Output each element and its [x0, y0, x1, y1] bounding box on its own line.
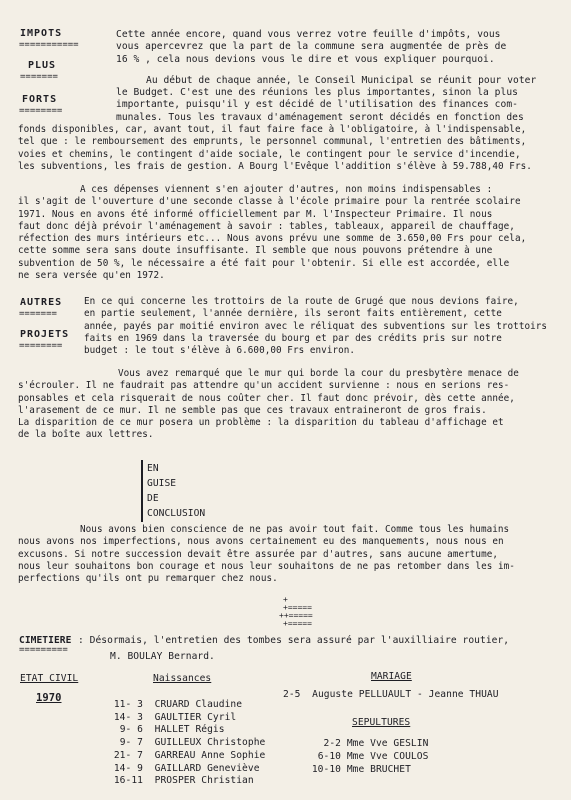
- heading-rule: =======: [20, 72, 58, 82]
- sepultures-title: SEPULTURES: [352, 717, 411, 728]
- entry-name: PROSPER Christian: [154, 775, 254, 787]
- entry-name: CRUARD Claudine: [154, 699, 243, 710]
- text-line: nous leur souhaitons bon courage et nous leur souhaitons de ne pas retomber dans les im-: [18, 560, 515, 572]
- entry-name: GARREAU Anne Sophie: [154, 749, 266, 761]
- text-line: s'écrouler. Il ne faudrait pas attendre qu'un accident survienne : nous en serions res-: [18, 380, 510, 392]
- text-line: Vous avez remarqué que le mur qui borde la cour du presbytère menace de: [118, 368, 519, 379]
- conclusion-heading: [147, 461, 205, 521]
- text-line: fonds disponibles, car, avant tout, il faut faire face à l'obligatoire, à l'indispensable,: [18, 124, 527, 135]
- text-line: En ce qui concerne les trottoirs de la route de Grugé que nous devions faire,: [84, 296, 519, 307]
- list-item: [103, 724, 265, 737]
- entry-date: 6-10: [317, 751, 341, 762]
- text-line: il s'agit de l'ouverture d'une seconde classe à l'école primaire pour la rentrée scolaire: [18, 196, 521, 208]
- budget-paragraph-indented: [116, 87, 524, 124]
- list-item: [307, 763, 428, 776]
- ornament-line: ++=====: [279, 611, 313, 620]
- text-line: nous avons nos imperfections, nous avons certainement eu des manquements, nous nous en: [18, 536, 504, 548]
- entry-name: Mme BRUCHET: [346, 764, 411, 775]
- conclusion-paragraph: [18, 524, 515, 585]
- entry-date: 14- 9: [113, 762, 143, 774]
- etat-civil-year: 1970: [36, 692, 62, 704]
- heading-rule: ========: [19, 341, 63, 351]
- list-item: [103, 775, 265, 788]
- conclusion-bar: [141, 460, 143, 522]
- text-line: le Budget. C'est une des réunions les plus importantes, sinon la plus: [116, 87, 518, 98]
- cimetiere-label: CIMETIERE: [19, 635, 72, 646]
- entry-date: 14- 3: [113, 711, 143, 723]
- entry-date: 16-11: [113, 775, 143, 787]
- text-line: GUISE: [147, 478, 177, 489]
- text-line: budget : le tout s'élève à 6.600,00 Frs environ.: [84, 345, 356, 357]
- text-line: La disparition de ce mur posera un problème : la disparition du tableau d'affichage et: [18, 417, 504, 429]
- text-line: cette somme sera sans doute insuffisante. Il semble que nous pouvons prétendre à une: [18, 245, 493, 257]
- heading-rule: ========: [19, 106, 63, 116]
- entry-name: GAULTIER Cyril: [154, 711, 237, 723]
- mariage-title: MARIAGE: [371, 671, 412, 682]
- text-line: perfections qu'ils ont pu remarquer chez nous.: [18, 573, 278, 585]
- mariage-entry: 2-5 Auguste PELLUAULT - Jeanne THUAU: [283, 689, 499, 700]
- text-line: année, payés par moitié environ avec le réliquat des subventions sur les trottoirs: [84, 320, 548, 332]
- heading-rule: ===========: [19, 40, 79, 50]
- budget-paragraph-full: [18, 124, 532, 173]
- list-item: [103, 712, 265, 725]
- cimetiere-text: : Désormais, l'entretien des tombes sera assuré par l'auxilliaire routier,: [78, 635, 510, 646]
- list-item: [307, 737, 428, 750]
- heading-rule: =======: [19, 309, 57, 319]
- text-line: voies et chemins, le contingent d'aide sociale, le contingent pour le service d'incendie,: [18, 148, 521, 160]
- ornament-line: +=====: [283, 619, 312, 628]
- heading-plus: PLUS: [28, 60, 57, 71]
- mur-paragraph: [18, 368, 519, 442]
- trottoirs-paragraph: [84, 296, 547, 357]
- text-line: 16 % , cela nous devions vous le dire et vous expliquer pourquoi.: [116, 53, 495, 65]
- text-line: EN: [147, 463, 159, 474]
- text-line: l'arasement de ce mur. Il ne semble pas que ces travaux entraineront de gros frais.: [18, 404, 487, 416]
- classe-paragraph: [18, 184, 526, 282]
- text-line: faits en 1969 dans la traversée du bourg et par des crédits pris sur notre: [84, 332, 502, 344]
- cimetiere-text: M. BOULAY Bernard.: [110, 651, 215, 662]
- text-line: subvention de 50 %, le nécessaire a été fait pour l'obtenir. Si elle est accordée, elle: [18, 257, 510, 269]
- heading-autres: AUTRES: [20, 297, 63, 308]
- sepultures-list: [307, 737, 428, 776]
- text-line: DE: [147, 493, 159, 504]
- text-line: Au début de chaque année, le Conseil Municipal se réunit pour voter: [146, 75, 537, 86]
- heading-forts: FORTS: [22, 94, 58, 105]
- text-line: A ces dépenses viennent s'en ajouter d'autres, non moins indispensables :: [80, 184, 493, 195]
- entry-name: HALLET Régis: [154, 724, 225, 736]
- text-line: CONCLUSION: [147, 508, 206, 519]
- entry-date: 2-2: [323, 738, 341, 749]
- list-item: [103, 737, 265, 750]
- ornament-divider: [279, 595, 313, 628]
- text-line: en partie seulement, l'année dernière, ils seront faits entièrement, cette: [84, 308, 502, 320]
- heading-projets: PROJETS: [20, 329, 70, 340]
- intro-paragraph: [116, 29, 506, 66]
- text-line: importante, puisqu'il y est décidé de l'utilisation des finances com-: [116, 99, 518, 111]
- text-line: ponsables et cela risquerait de nous coûter cher. Il faut donc prévoir, dès cette année,: [18, 392, 515, 404]
- text-line: vous apercevrez que la part de la commune sera augmentée de près de: [116, 41, 507, 53]
- entry-date: 21- 7: [113, 749, 143, 761]
- cimetiere-rule: =========: [19, 645, 68, 655]
- heading-impots: IMPOTS: [20, 28, 63, 39]
- list-item: [307, 750, 428, 763]
- ornament-line: +: [283, 595, 288, 604]
- text-line: excusons. Si notre succession devait être assurée par d'autres, sans aucune amertume,: [18, 548, 499, 560]
- text-line: tel que : le remboursement des emprunts, le personnel communal, l'entretien des bâtiments,: [18, 136, 527, 148]
- entry-name: Mme Vve COULOS: [346, 751, 429, 762]
- entry-date: 9- 7: [119, 737, 143, 749]
- text-line: ne sera versée qu'en 1972.: [18, 270, 165, 282]
- list-item: [103, 763, 265, 776]
- naissances-list: [103, 699, 265, 788]
- ornament-line: +=====: [283, 603, 312, 612]
- text-line: 1971. Nous en avons été informé officiellement par M. l'Inspecteur Primaire. Il nous: [18, 208, 493, 220]
- list-item: [103, 699, 265, 712]
- entry-date: 9- 6: [119, 724, 143, 736]
- entry-date: 10-10: [311, 764, 341, 775]
- budget-paragraph-first: [146, 75, 536, 87]
- text-line: munales. Tous les travaux d'aménagement seront décidés en fonction des: [116, 111, 524, 123]
- entry-name: Mme Vve GESLIN: [346, 738, 429, 749]
- etat-civil-label: ETAT CIVIL: [20, 673, 79, 684]
- text-line: Cette année encore, quand vous verrez votre feuille d'impôts, vous: [116, 29, 501, 40]
- text-line: Nous avons bien conscience de ne pas avoir tout fait. Comme tous les humains: [80, 524, 510, 535]
- text-line: les subventions, les frais de gestion. A Bourg l'Evêque l'addition s'élève à 59.788,40 Frs.: [18, 160, 532, 172]
- entry-date: 11- 3: [113, 699, 143, 710]
- naissances-title: Naissances: [153, 673, 212, 684]
- text-line: réfection des murs intérieurs etc... Nous avons prévu une somme de 3.650,00 Frs pour cela,: [18, 233, 527, 245]
- text-line: de la boîte aux lettres.: [18, 429, 154, 441]
- entry-name: GAILLARD Geneviève: [154, 762, 260, 774]
- text-line: faut donc déjà prévoir l'aménagement à savoir : tables, tableaux, appareil de chauffage,: [18, 220, 515, 232]
- entry-name: GUILLEUX Christophe: [154, 737, 266, 749]
- list-item: [103, 750, 265, 763]
